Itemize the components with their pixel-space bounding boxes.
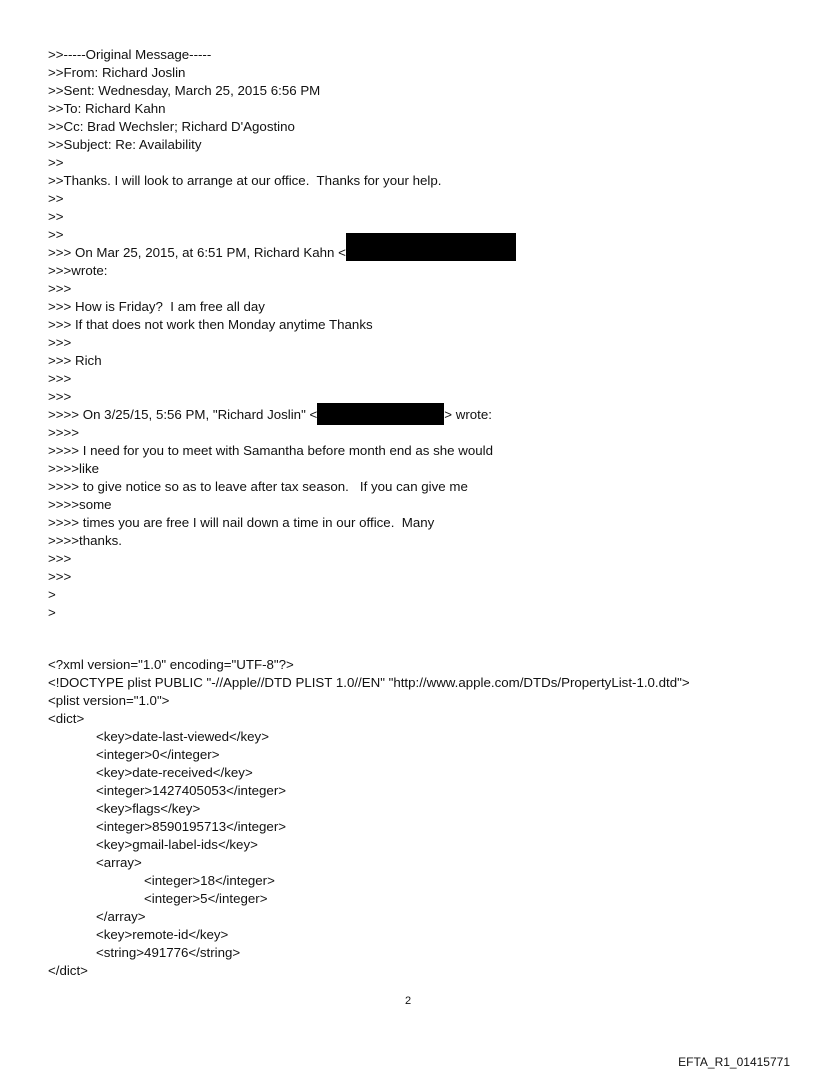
plist-entry: <key>gmail-label-ids</key> bbox=[96, 837, 258, 852]
plist-entry: <array> bbox=[96, 855, 142, 870]
redaction-box bbox=[346, 233, 516, 261]
email-line: >>>> times you are free I will nail down a time in our office. Many bbox=[48, 515, 435, 530]
plist-entry: <integer>1427405053</integer> bbox=[96, 783, 287, 798]
xml-doctype: <!DOCTYPE plist PUBLIC "-//Apple//DTD PLIST 1.0//EN" "http://www.apple.com/DTDs/PropertyList-1.0.dtd"> bbox=[48, 675, 690, 690]
email-line-text: > wrote: bbox=[444, 407, 492, 422]
plist-entry: <key>remote-id</key> bbox=[96, 927, 229, 942]
email-line-joslin-header bbox=[48, 406, 768, 424]
plist-entry: <key>date-last-viewed</key> bbox=[96, 729, 269, 744]
email-line: >> bbox=[48, 191, 64, 206]
email-line: >>To: Richard Kahn bbox=[48, 101, 166, 116]
plist-entry: <key>date-received</key> bbox=[96, 765, 253, 780]
email-line: >>> How is Friday? I am free all day bbox=[48, 299, 265, 314]
email-line: >>> Rich bbox=[48, 353, 102, 368]
email-line: >>>>thanks. bbox=[48, 533, 122, 548]
email-line: >> bbox=[48, 209, 64, 224]
email-line: >>>> to give notice so as to leave after tax season. If you can give me bbox=[48, 479, 468, 494]
email-line: >>> bbox=[48, 389, 72, 404]
email-line: >>>wrote: bbox=[48, 263, 108, 278]
redaction-box bbox=[317, 403, 444, 425]
email-line: >>> bbox=[48, 569, 72, 584]
plist-array-item: <integer>18</integer> bbox=[144, 873, 275, 888]
email-line: >>From: Richard Joslin bbox=[48, 65, 186, 80]
plist-open-tag: <plist version="1.0"> bbox=[48, 693, 170, 708]
plist-entry: <integer>0</integer> bbox=[96, 747, 220, 762]
email-line: >>Sent: Wednesday, March 25, 2015 6:56 PM bbox=[48, 83, 321, 98]
email-thread bbox=[48, 46, 768, 622]
email-line: >>Thanks. I will look to arrange at our office. Thanks for your help. bbox=[48, 173, 442, 188]
plist-entry: </array> bbox=[96, 909, 146, 924]
email-line: > bbox=[48, 587, 56, 602]
dict-close-tag: </dict> bbox=[48, 963, 88, 978]
email-line-text: >>>> On 3/25/15, 5:56 PM, "Richard Joslin" < bbox=[48, 407, 318, 422]
email-line: >>Subject: Re: Availability bbox=[48, 137, 202, 152]
plist-xml bbox=[48, 656, 788, 980]
bates-number: EFTA_R1_01415771 bbox=[678, 1055, 790, 1069]
email-line: >>-----Original Message----- bbox=[48, 47, 212, 62]
email-line: >> bbox=[48, 227, 64, 242]
plist-entry: <integer>8590195713</integer> bbox=[96, 819, 287, 834]
email-line: >>>>some bbox=[48, 497, 112, 512]
email-line: >>> bbox=[48, 371, 72, 386]
plist-entry: <string>491776</string> bbox=[96, 945, 241, 960]
email-line: >>>> I need for you to meet with Samantha before month end as she would bbox=[48, 443, 493, 458]
email-line-text: >>> On Mar 25, 2015, at 6:51 PM, Richard Kahn < bbox=[48, 245, 346, 260]
plist-array-item: <integer>5</integer> bbox=[144, 891, 268, 906]
email-line: >>> If that does not work then Monday anytime Thanks bbox=[48, 317, 373, 332]
email-line: >>> bbox=[48, 551, 72, 566]
email-line: > bbox=[48, 605, 56, 620]
email-line: >>> bbox=[48, 281, 72, 296]
email-line-kahn-header bbox=[48, 244, 768, 262]
email-line: >>>> bbox=[48, 425, 80, 440]
xml-declaration: <?xml version="1.0" encoding="UTF-8"?> bbox=[48, 657, 294, 672]
email-line: >>Cc: Brad Wechsler; Richard D'Agostino bbox=[48, 119, 295, 134]
dict-open-tag: <dict> bbox=[48, 711, 85, 726]
email-line: >>>>like bbox=[48, 461, 100, 476]
page-number: 2 bbox=[404, 995, 412, 1007]
email-line: >>> bbox=[48, 335, 72, 350]
plist-entry: <key>flags</key> bbox=[96, 801, 201, 816]
email-line: >> bbox=[48, 155, 64, 170]
